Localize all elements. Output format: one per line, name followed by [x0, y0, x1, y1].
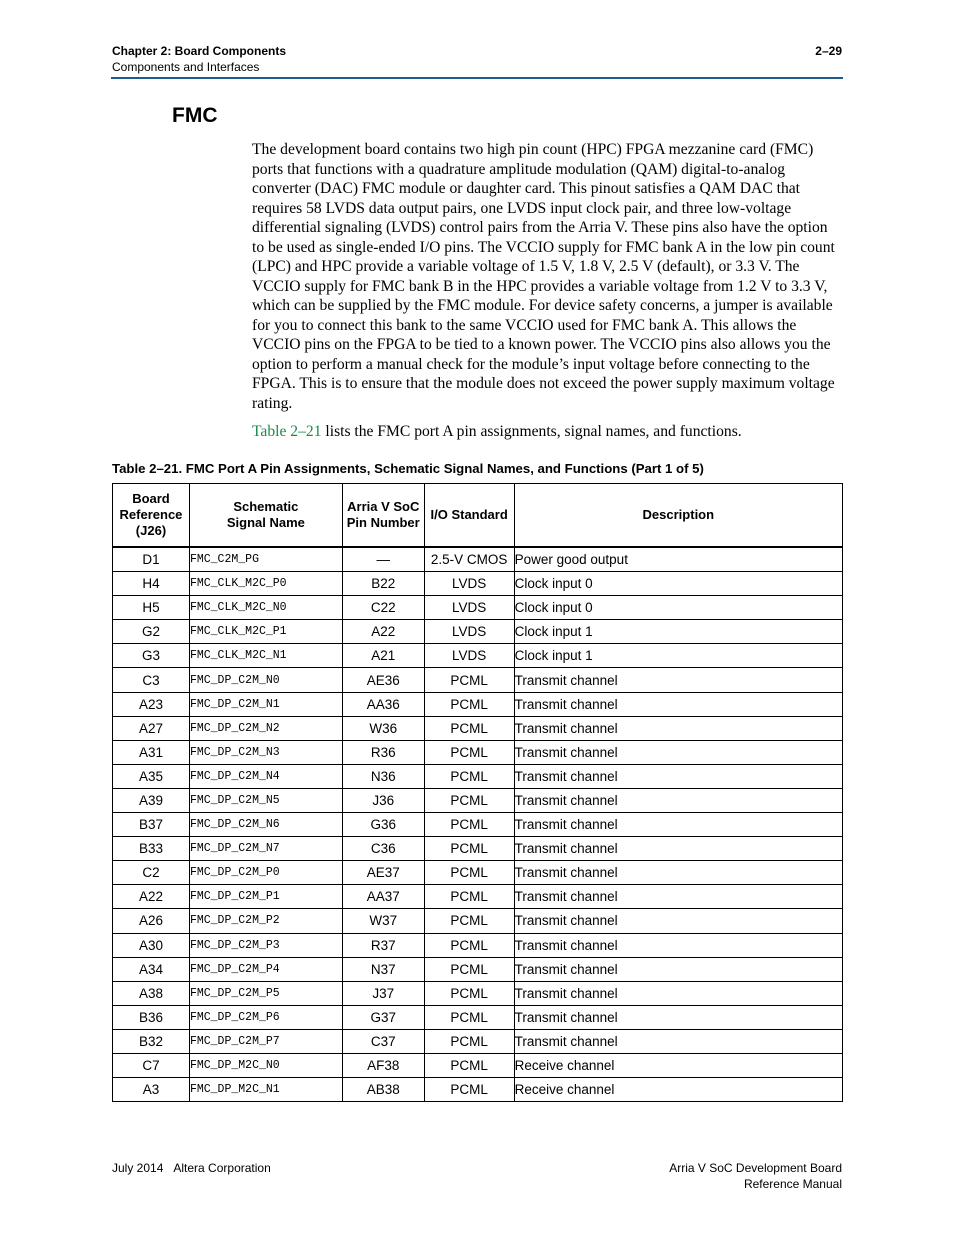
cell-pin-number: G37: [342, 1005, 424, 1029]
table-reference-text: lists the FMC port A pin assignments, signal names, and functions.: [321, 423, 742, 440]
cell-description: Transmit channel: [514, 716, 842, 740]
cell-description: Transmit channel: [514, 692, 842, 716]
chapter-title: Chapter 2: Board Components: [112, 44, 287, 58]
header-rule: [111, 77, 843, 79]
table-header-row: [113, 484, 843, 548]
header-board-reference: [113, 484, 190, 548]
cell-board-reference: A34: [113, 957, 190, 981]
cell-io-standard: PCML: [424, 957, 514, 981]
cell-pin-number: AF38: [342, 1053, 424, 1077]
cell-board-reference: C3: [113, 668, 190, 692]
cell-description: Receive channel: [514, 1078, 842, 1102]
cell-io-standard: PCML: [424, 788, 514, 812]
cell-signal-name: FMC_DP_C2M_N6: [189, 813, 342, 837]
cell-description: Power good output: [514, 547, 842, 572]
footer-right: [600, 1160, 842, 1192]
table-row: [113, 692, 843, 716]
cell-board-reference: C2: [113, 861, 190, 885]
cell-description: Clock input 0: [514, 572, 842, 596]
cell-io-standard: PCML: [424, 716, 514, 740]
cell-signal-name: FMC_CLK_M2C_P1: [189, 620, 342, 644]
cell-board-reference: B32: [113, 1029, 190, 1053]
header-signal-name-line2: Signal Name: [226, 515, 305, 530]
table-reference-paragraph: [252, 422, 842, 442]
cell-io-standard: PCML: [424, 1078, 514, 1102]
intro-paragraph: The development board contains two high pin count (HPC) FPGA mezzanine card (FMC) ports that functions with a quadrature amplitude modulation (QAM) digital-to-analog converter (DAC) FMC module or daughter card. This pinout satisfies a QAM DAC that requires 58 LVDS data output pairs, one LVDS input clock pair, and three low-voltage differential signaling (LVDS) control pairs from the Arria V. These pins also have the option to be used as single-ended I/O pins. The VCCIO supply for FMC bank A in the low pin count (LPC) and HPC provide a variable voltage of 1.5 V, 1.8 V, 2.5 V (default), or 3.3 V. The VCCIO supply for FMC bank B in the HPC provides a variable voltage from 1.2 V to 3.3 V, which can be supplied by the FMC module. For device safety concerns, a jumper is available for you to connect this bank to the same VCCIO used for FMC bank A. This allows the VCCIO pins on the FPGA to be tied to a known power. The VCCIO pins also allows you the option to perform a manual check for the module’s input voltage before connecting to the FPGA. This is to ensure that the module does not exceed the power supply maximum voltage rating.: [252, 141, 835, 412]
cell-description: Transmit channel: [514, 788, 842, 812]
cell-io-standard: PCML: [424, 1053, 514, 1077]
cell-board-reference: G3: [113, 644, 190, 668]
cell-board-reference: H5: [113, 596, 190, 620]
cell-description: Transmit channel: [514, 981, 842, 1005]
cell-io-standard: PCML: [424, 909, 514, 933]
cell-signal-name: FMC_DP_C2M_P0: [189, 861, 342, 885]
header-io-standard: I/O Standard: [424, 484, 514, 548]
cell-pin-number: B22: [342, 572, 424, 596]
cell-pin-number: AB38: [342, 1078, 424, 1102]
cell-pin-number: A21: [342, 644, 424, 668]
table-row: [113, 572, 843, 596]
cell-io-standard: PCML: [424, 981, 514, 1005]
cell-pin-number: N37: [342, 957, 424, 981]
cell-board-reference: A31: [113, 740, 190, 764]
cell-pin-number: W37: [342, 909, 424, 933]
cell-io-standard: 2.5-V CMOS: [424, 547, 514, 572]
table-row: [113, 885, 843, 909]
table-row: [113, 668, 843, 692]
section-name: Components and Interfaces: [112, 60, 260, 74]
cell-pin-number: —: [342, 547, 424, 572]
cell-description: Transmit channel: [514, 933, 842, 957]
table-row: [113, 1029, 843, 1053]
table-row: [113, 933, 843, 957]
cell-signal-name: FMC_CLK_M2C_P0: [189, 572, 342, 596]
cell-board-reference: A27: [113, 716, 190, 740]
cell-board-reference: A23: [113, 692, 190, 716]
cell-pin-number: AA37: [342, 885, 424, 909]
cell-signal-name: FMC_DP_C2M_N5: [189, 788, 342, 812]
cell-io-standard: PCML: [424, 933, 514, 957]
cell-board-reference: D1: [113, 547, 190, 572]
cell-pin-number: J37: [342, 981, 424, 1005]
cell-signal-name: FMC_DP_C2M_P7: [189, 1029, 342, 1053]
cell-description: Transmit channel: [514, 909, 842, 933]
cell-pin-number: AA36: [342, 692, 424, 716]
table-row: [113, 909, 843, 933]
cell-board-reference: H4: [113, 572, 190, 596]
footer-date: July 2014: [112, 1161, 164, 1175]
cell-io-standard: PCML: [424, 668, 514, 692]
cell-io-standard: PCML: [424, 861, 514, 885]
cell-signal-name: FMC_DP_C2M_P2: [189, 909, 342, 933]
cell-board-reference: A26: [113, 909, 190, 933]
table-row: [113, 861, 843, 885]
cell-description: Transmit channel: [514, 861, 842, 885]
footer-doc-title: Arria V SoC Development Board: [669, 1161, 842, 1175]
cell-board-reference: B33: [113, 837, 190, 861]
cell-io-standard: PCML: [424, 885, 514, 909]
cell-description: Transmit channel: [514, 885, 842, 909]
footer-company: Altera Corporation: [173, 1161, 271, 1175]
cell-signal-name: FMC_DP_M2C_N1: [189, 1078, 342, 1102]
cell-pin-number: G36: [342, 813, 424, 837]
cell-pin-number: W36: [342, 716, 424, 740]
cell-signal-name: FMC_DP_C2M_N0: [189, 668, 342, 692]
cell-signal-name: FMC_DP_C2M_N2: [189, 716, 342, 740]
cell-io-standard: LVDS: [424, 620, 514, 644]
cell-board-reference: A22: [113, 885, 190, 909]
cell-pin-number: N36: [342, 764, 424, 788]
cell-io-standard: LVDS: [424, 644, 514, 668]
cell-description: Clock input 0: [514, 596, 842, 620]
cell-signal-name: FMC_DP_C2M_P1: [189, 885, 342, 909]
cell-signal-name: FMC_DP_C2M_P4: [189, 957, 342, 981]
cell-description: Transmit channel: [514, 740, 842, 764]
cell-signal-name: FMC_DP_C2M_N1: [189, 692, 342, 716]
cell-pin-number: R36: [342, 740, 424, 764]
table-row: [113, 620, 843, 644]
table-row: [113, 837, 843, 861]
header-board-reference-line1: Board: [132, 491, 170, 506]
header-signal-name: [189, 484, 342, 548]
cell-board-reference: C7: [113, 1053, 190, 1077]
cell-signal-name: FMC_DP_C2M_P3: [189, 933, 342, 957]
cell-io-standard: PCML: [424, 740, 514, 764]
footer-doc-subtitle: Reference Manual: [743, 1177, 842, 1191]
table-row: [113, 981, 843, 1005]
table-row: [113, 596, 843, 620]
cell-pin-number: R37: [342, 933, 424, 957]
table-caption: Table 2–21. FMC Port A Pin Assignments, Schematic Signal Names, and Functions (Part 1 of 5): [112, 461, 704, 476]
cell-pin-number: AE37: [342, 861, 424, 885]
cell-board-reference: A35: [113, 764, 190, 788]
footer-left: [112, 1160, 271, 1176]
cell-description: Transmit channel: [514, 837, 842, 861]
cell-description: Clock input 1: [514, 620, 842, 644]
cell-pin-number: C36: [342, 837, 424, 861]
running-header-left: [112, 43, 286, 75]
cell-pin-number: AE36: [342, 668, 424, 692]
cell-description: Receive channel: [514, 1053, 842, 1077]
cell-board-reference: B37: [113, 813, 190, 837]
cell-board-reference: A38: [113, 981, 190, 1005]
cell-io-standard: PCML: [424, 692, 514, 716]
cell-description: Transmit channel: [514, 668, 842, 692]
section-title: FMC: [172, 104, 218, 127]
cell-signal-name: FMC_C2M_PG: [189, 547, 342, 572]
cell-io-standard: LVDS: [424, 572, 514, 596]
table-row: [113, 716, 843, 740]
table-row: [113, 1053, 843, 1077]
cell-board-reference: A39: [113, 788, 190, 812]
cell-signal-name: FMC_CLK_M2C_N1: [189, 644, 342, 668]
table-row: [113, 1005, 843, 1029]
cell-io-standard: PCML: [424, 764, 514, 788]
pin-assignment-table: [112, 483, 843, 1102]
cell-io-standard: PCML: [424, 837, 514, 861]
cell-signal-name: FMC_DP_C2M_P5: [189, 981, 342, 1005]
header-pin-number-line2: Pin Number: [346, 515, 420, 530]
page-number: 2–29: [815, 44, 842, 58]
table-row: [113, 957, 843, 981]
table-row: [113, 788, 843, 812]
cell-description: Transmit channel: [514, 1029, 842, 1053]
table-cross-reference-link[interactable]: Table 2–21: [252, 423, 322, 440]
table-row: [113, 764, 843, 788]
cell-pin-number: J36: [342, 788, 424, 812]
cell-description: Transmit channel: [514, 957, 842, 981]
cell-signal-name: FMC_DP_C2M_P6: [189, 1005, 342, 1029]
cell-io-standard: PCML: [424, 813, 514, 837]
cell-signal-name: FMC_DP_M2C_N0: [189, 1053, 342, 1077]
header-board-reference-line3: (J26): [135, 523, 167, 538]
cell-description: Transmit channel: [514, 764, 842, 788]
cell-pin-number: C22: [342, 596, 424, 620]
cell-board-reference: A30: [113, 933, 190, 957]
table-row: [113, 813, 843, 837]
header-pin-number-line1: Arria V SoC: [347, 499, 420, 514]
table-row: [113, 644, 843, 668]
cell-pin-number: A22: [342, 620, 424, 644]
cell-signal-name: FMC_DP_C2M_N7: [189, 837, 342, 861]
cell-io-standard: PCML: [424, 1029, 514, 1053]
cell-signal-name: FMC_DP_C2M_N4: [189, 764, 342, 788]
table-row: [113, 740, 843, 764]
header-signal-name-line1: Schematic: [233, 499, 299, 514]
cell-description: Clock input 1: [514, 644, 842, 668]
cell-signal-name: FMC_CLK_M2C_N0: [189, 596, 342, 620]
cell-signal-name: FMC_DP_C2M_N3: [189, 740, 342, 764]
header-pin-number: [342, 484, 424, 548]
cell-io-standard: LVDS: [424, 596, 514, 620]
cell-description: Transmit channel: [514, 1005, 842, 1029]
cell-board-reference: G2: [113, 620, 190, 644]
cell-pin-number: C37: [342, 1029, 424, 1053]
cell-board-reference: B36: [113, 1005, 190, 1029]
header-description: Description: [514, 484, 842, 548]
cell-description: Transmit channel: [514, 813, 842, 837]
header-board-reference-line2: Reference: [119, 507, 183, 522]
table-row: [113, 547, 843, 572]
cell-io-standard: PCML: [424, 1005, 514, 1029]
cell-board-reference: A3: [113, 1078, 190, 1102]
table-row: [113, 1078, 843, 1102]
